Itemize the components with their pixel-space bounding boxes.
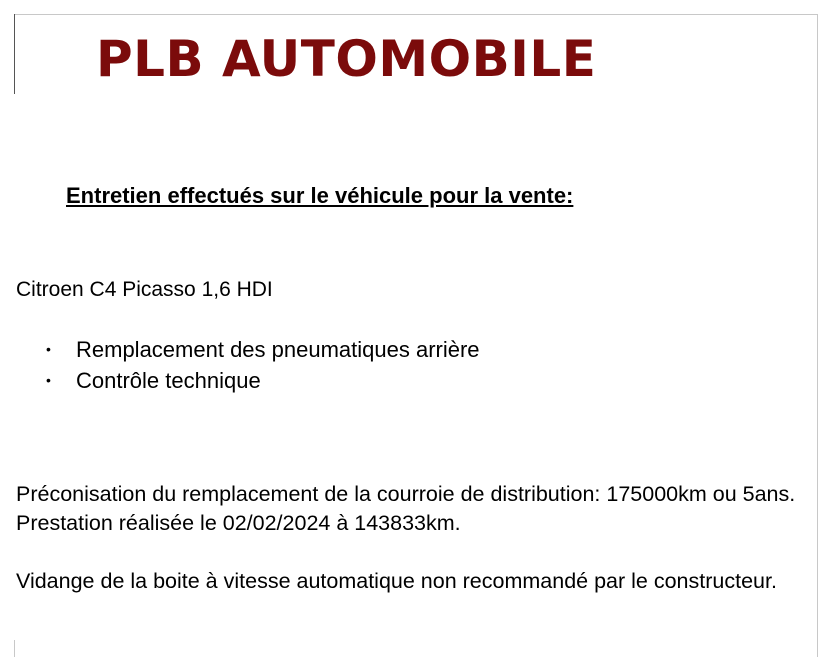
bullet-icon: •	[46, 341, 51, 357]
company-name: PLB AUTOMOBILE	[96, 30, 597, 88]
list-item	[46, 334, 480, 365]
page-border-left-lower	[14, 640, 15, 657]
maintenance-list	[46, 334, 480, 396]
list-item	[46, 365, 480, 396]
gearbox-note: Vidange de la boite à vitesse automatique non recommandé par le constructeur.	[16, 569, 777, 593]
bullet-icon: •	[46, 372, 51, 388]
page-border-top	[14, 14, 818, 15]
vehicle-model: Citroen C4 Picasso 1,6 HDI	[16, 278, 273, 301]
page-border-left	[14, 14, 15, 94]
page-border-right	[817, 14, 818, 657]
list-item-text: Contrôle technique	[76, 368, 261, 393]
maintenance-heading: Entretien effectués sur le véhicule pour la vente:	[66, 183, 574, 208]
timing-belt-note: Préconisation du remplacement de la courroie de distribution: 175000km ou 5ans. Prestation réalisée le 02/02/2024 à 143833km.	[16, 482, 796, 535]
list-item-text: Remplacement des pneumatiques arrière	[76, 337, 480, 362]
